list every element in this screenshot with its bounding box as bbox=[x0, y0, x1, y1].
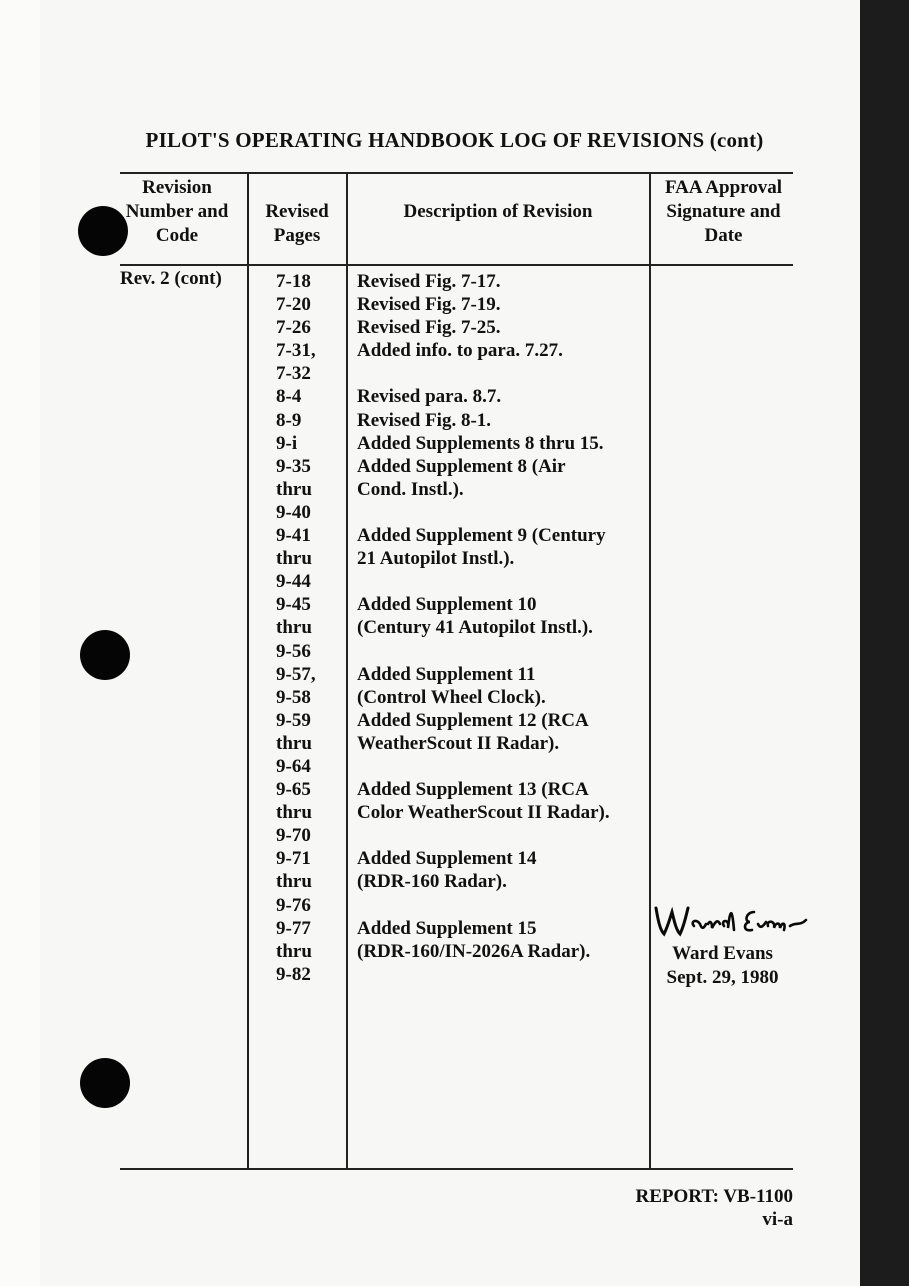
revised-page-line: 9-59 bbox=[276, 709, 311, 731]
header-revised-pages: Revised Pages bbox=[265, 201, 329, 246]
description-line: WeatherScout II Radar). bbox=[357, 732, 560, 754]
description-line: 21 Autopilot Instl.). bbox=[357, 548, 515, 570]
description-line: Added Supplement 13 (RCA bbox=[357, 779, 589, 801]
approval-date: Sept. 29, 1980 bbox=[666, 967, 779, 988]
description-line bbox=[357, 894, 649, 917]
revised-pages-list bbox=[276, 270, 336, 986]
revised-page-line: 9-82 bbox=[276, 963, 311, 985]
description-line: Color WeatherScout II Radar). bbox=[357, 802, 610, 824]
revised-page-line: 8-4 bbox=[276, 386, 302, 408]
description-line bbox=[357, 640, 649, 663]
revised-page-line: thru bbox=[276, 548, 312, 570]
description-line: Added Supplement 9 (Century bbox=[357, 525, 606, 547]
page-left-margin bbox=[0, 0, 40, 1286]
column-divider-3 bbox=[649, 172, 651, 1170]
revised-page-line: 9-71 bbox=[276, 848, 311, 870]
description-line: Cond. Instl.). bbox=[357, 478, 464, 500]
revised-page-line: 7-18 bbox=[276, 271, 311, 292]
description-line: Added Supplement 12 (RCA bbox=[357, 709, 589, 731]
revised-page-line: 8-9 bbox=[276, 409, 302, 431]
revised-page-line: 9-64 bbox=[276, 755, 311, 777]
description-line: Revised Fig. 8-1. bbox=[357, 409, 492, 431]
description-line: Added Supplement 15 bbox=[357, 917, 537, 939]
revised-page-line: 9-76 bbox=[276, 894, 311, 916]
binder-hole-bottom bbox=[80, 1058, 130, 1108]
revised-page-line: 9-65 bbox=[276, 779, 311, 801]
table-header-rule bbox=[120, 264, 793, 266]
revised-page-line: 9-40 bbox=[276, 501, 311, 523]
description-line: Revised Fig. 7-17. bbox=[357, 271, 501, 292]
page-title: PILOT'S OPERATING HANDBOOK LOG OF REVISIONS (cont) bbox=[145, 128, 764, 152]
faa-signature bbox=[650, 900, 810, 940]
description-line: Revised Fig. 7-19. bbox=[357, 294, 501, 316]
column-divider-2 bbox=[346, 172, 348, 1170]
revised-page-line: 9-41 bbox=[276, 525, 311, 547]
description-line bbox=[357, 501, 649, 524]
revised-page-line: 9-45 bbox=[276, 594, 311, 616]
revised-page-line: 9-44 bbox=[276, 571, 311, 593]
approver-name: Ward Evans bbox=[672, 943, 773, 964]
revised-page-line: 7-26 bbox=[276, 317, 311, 339]
report-number: REPORT: VB-1100 bbox=[635, 1186, 793, 1207]
description-line bbox=[357, 824, 649, 847]
description-line: (Control Wheel Clock). bbox=[357, 686, 546, 708]
revised-page-line: 9-58 bbox=[276, 686, 311, 708]
description-line: Revised para. 8.7. bbox=[357, 386, 502, 408]
description-line: Revised Fig. 7-25. bbox=[357, 317, 501, 339]
description-line: Added Supplements 8 thru 15. bbox=[357, 432, 604, 454]
revised-page-line: thru bbox=[276, 732, 312, 754]
column-divider-1 bbox=[247, 172, 249, 1170]
description-line: (Century 41 Autopilot Instl.). bbox=[357, 617, 593, 639]
description-line: Added Supplement 11 bbox=[357, 663, 536, 685]
revised-page-line: 9-i bbox=[276, 432, 298, 454]
table-top-rule bbox=[120, 172, 793, 174]
revised-page-line: 9-56 bbox=[276, 640, 311, 662]
revised-page-line: 9-35 bbox=[276, 455, 311, 477]
table-bottom-rule bbox=[120, 1168, 793, 1170]
revised-page-line: 7-20 bbox=[276, 294, 311, 316]
revised-page-line: thru bbox=[276, 478, 312, 500]
header-revision-number: Revision Number and Code bbox=[125, 177, 229, 246]
description-list bbox=[357, 270, 649, 986]
revised-page-line: thru bbox=[276, 802, 312, 824]
description-line: (RDR-160 Radar). bbox=[357, 871, 507, 893]
description-line bbox=[357, 755, 649, 778]
revised-page-line: 7-32 bbox=[276, 363, 311, 385]
revised-page-line: 9-77 bbox=[276, 917, 311, 939]
binder-hole-middle bbox=[80, 630, 130, 680]
description-line bbox=[357, 362, 649, 385]
revision-code: Rev. 2 (cont) bbox=[120, 268, 222, 289]
header-description: Description of Revision bbox=[403, 201, 593, 222]
description-line bbox=[357, 570, 649, 593]
revised-page-line: thru bbox=[276, 617, 312, 639]
description-line: Added Supplement 10 bbox=[357, 594, 537, 616]
description-line bbox=[357, 963, 649, 986]
header-faa-approval: FAA Approval Signature and Date bbox=[664, 177, 782, 246]
revised-page-line: thru bbox=[276, 940, 312, 962]
description-line: Added Supplement 8 (Air bbox=[357, 455, 566, 477]
faa-approval-block bbox=[650, 900, 795, 990]
revised-page-line: 7-31, bbox=[276, 340, 316, 362]
scan-edge-shadow bbox=[860, 0, 909, 1286]
revised-page-line: thru bbox=[276, 871, 312, 893]
description-line: Added Supplement 14 bbox=[357, 848, 537, 870]
page-number: vi-a bbox=[762, 1209, 793, 1230]
revised-page-line: 9-57, bbox=[276, 663, 316, 685]
description-line: Added info. to para. 7.27. bbox=[357, 340, 563, 362]
description-line: (RDR-160/IN-2026A Radar). bbox=[357, 940, 591, 962]
revised-page-line: 9-70 bbox=[276, 825, 311, 847]
